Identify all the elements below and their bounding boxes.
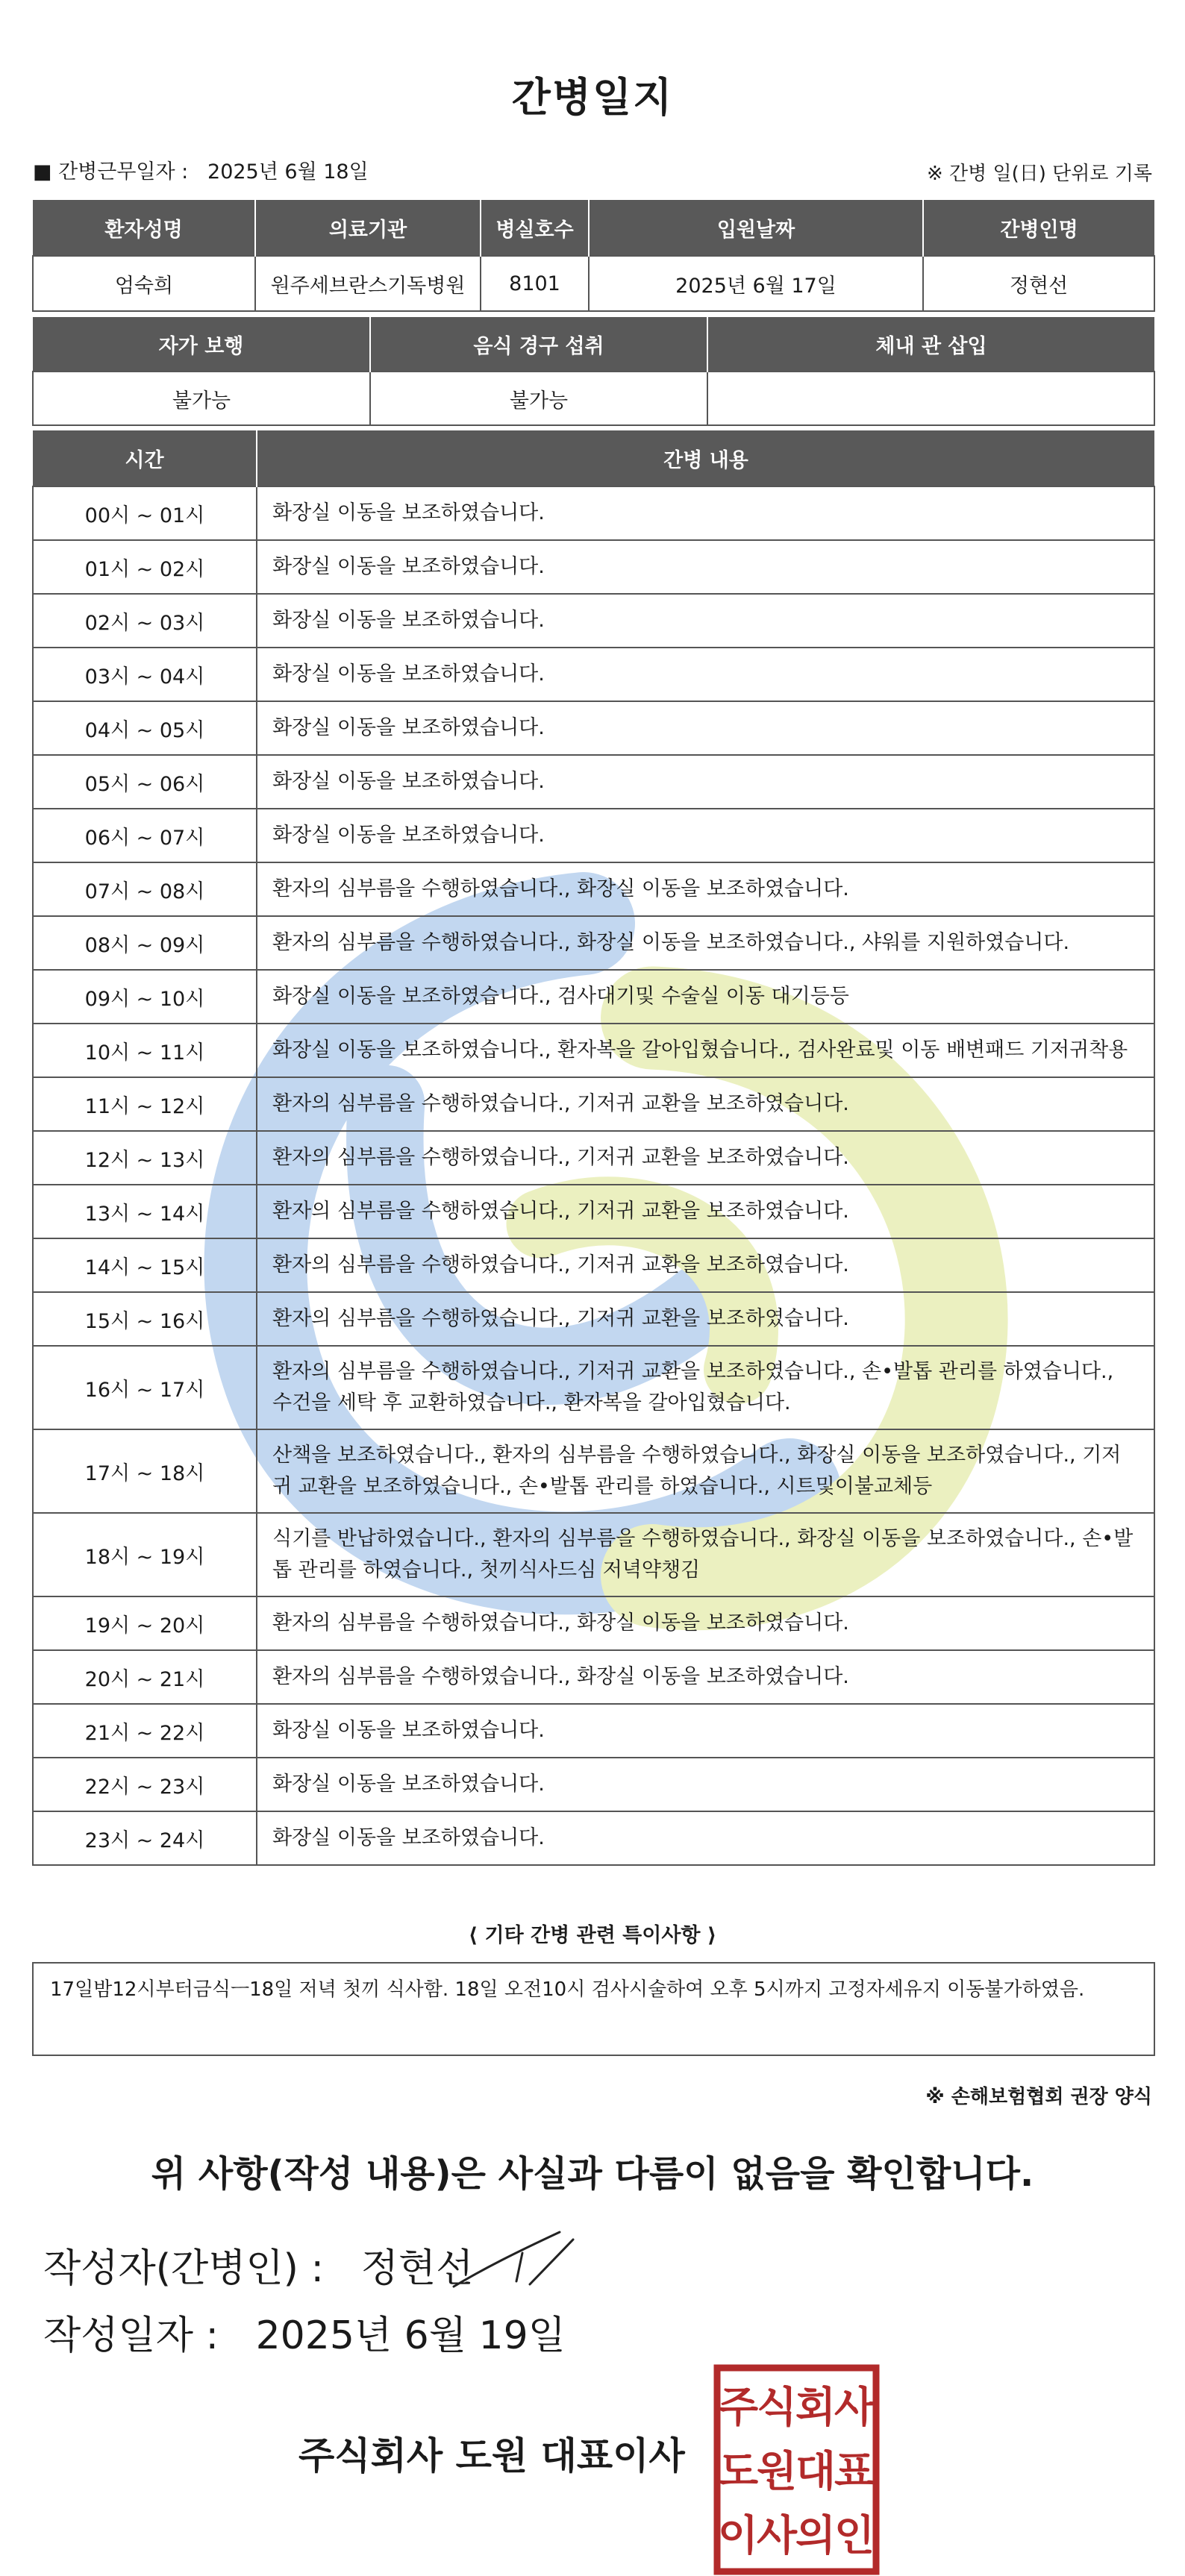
hospital-name: 원주세브란스기독병원 [255,256,481,311]
care-log-content: 환자의 심부름을 수행하였습니다., 화장실 이동을 보조하였습니다. [257,1650,1154,1704]
remarks-title: ⟨ 기타 간병 관련 특이사항 ⟩ [468,1924,717,1947]
seal-char: 도 [717,2448,759,2496]
seal-char: 사 [756,2512,798,2560]
header-time: 시간 [33,430,257,486]
care-log-row [33,1596,1154,1650]
care-log-time: 06시 ~ 07시 [33,809,257,862]
seal-char: 대 [795,2448,837,2496]
care-log-content: 화장실 이동을 보조하였습니다. [257,701,1154,755]
care-log-row [33,1758,1154,1811]
care-log-content: 화장실 이동을 보조하였습니다. [257,648,1154,701]
header-patient-name: 환자성명 [33,200,255,256]
care-log-row [33,1650,1154,1704]
header-admission-date: 입원날짜 [589,200,923,256]
care-log-content: 화장실 이동을 보조하였습니다., 환자복을 갈아입혔습니다., 검사완료및 이동 배변패드 기저귀착용 [257,1024,1154,1077]
seal-char: 인 [834,2512,875,2560]
care-log-content: 화장실 이동을 보조하였습니다. [257,540,1154,594]
care-log-time: 16시 ~ 17시 [33,1346,257,1429]
care-log-row [33,1131,1154,1185]
care-log-row [33,1024,1154,1077]
care-log-time: 14시 ~ 15시 [33,1238,257,1292]
care-log-time: 11시 ~ 12시 [33,1077,257,1131]
care-log-content: 화장실 이동을 보조하였습니다. [257,1758,1154,1811]
care-log-content: 환자의 심부름을 수행하였습니다., 기저귀 교환을 보조하였습니다. [257,1077,1154,1131]
care-log-row [33,1513,1154,1596]
header-caregiver: 간병인명 [923,200,1154,256]
care-log-time: 22시 ~ 23시 [33,1758,257,1811]
tube-status [707,372,1154,425]
care-log-row [33,862,1154,916]
care-log-content: 화장실 이동을 보조하였습니다. [257,809,1154,862]
header-care-content: 간병 내용 [257,430,1154,486]
care-log-content: 환자의 심부름을 수행하였습니다., 화장실 이동을 보조하였습니다. [257,862,1154,916]
care-log-row [33,1077,1154,1131]
seal-char: 이 [717,2512,759,2560]
form-note: ※ 손해보험협회 권장 양식 [925,2086,1152,2108]
admission-date: 2025년 6월 17일 [589,256,923,311]
record-note: ※ 간병 일(日) 단위로 기록 [926,163,1152,185]
write-date-label: 작성일자 : [43,2313,219,2358]
care-log-row [33,486,1154,540]
patient-value-row [33,256,1154,311]
care-log-time: 07시 ~ 08시 [33,862,257,916]
caregiver-name: 정현선 [923,256,1154,311]
care-log-row [33,701,1154,755]
writer-name: 정현선 [360,2246,474,2291]
header-hospital: 의료기관 [255,200,481,256]
header-walking: 자가 보행 [33,317,370,372]
care-log-body [33,430,1154,1865]
care-log-time: 20시 ~ 21시 [33,1650,257,1704]
care-log-time: 21시 ~ 22시 [33,1704,257,1758]
seal-char: 회 [795,2384,837,2432]
care-log-row [33,916,1154,970]
seal-characters [718,2384,875,2560]
care-log-row [33,755,1154,809]
care-log-time: 10시 ~ 11시 [33,1024,257,1077]
care-log-content: 환자의 심부름을 수행하였습니다., 화장실 이동을 보조하였습니다., 샤워를 지원하였습니다. [257,916,1154,970]
company-representative: 주식회사 도원 대표이사 [298,2434,685,2478]
care-log-time: 05시 ~ 06시 [33,755,257,809]
care-log-content: 환자의 심부름을 수행하였습니다., 기저귀 교환을 보조하였습니다. [257,1292,1154,1346]
care-log-content: 화장실 이동을 보조하였습니다. [257,1704,1154,1758]
care-log-content: 화장실 이동을 보조하였습니다., 검사대기및 수술실 이동 대기등등 [257,970,1154,1024]
remarks-box [32,1962,1155,2056]
write-date-value: 2025년 6월 19일 [255,2313,566,2358]
seal-char: 의 [795,2512,837,2560]
care-log-row [33,1292,1154,1346]
signature [448,2223,582,2298]
header-room: 병실호수 [481,200,589,256]
care-log-content: 환자의 심부름을 수행하였습니다., 기저귀 교환을 보조하였습니다. [257,1238,1154,1292]
care-log-row [33,1429,1154,1513]
care-log-content: 화장실 이동을 보조하였습니다. [257,1811,1154,1865]
care-log-row [33,1704,1154,1758]
care-log-time: 15시 ~ 16시 [33,1292,257,1346]
writer-line [43,2237,473,2293]
care-log-content: 환자의 심부름을 수행하였습니다., 화장실 이동을 보조하였습니다. [257,1596,1154,1650]
company-seal [713,2363,881,2576]
care-log-time: 19시 ~ 20시 [33,1596,257,1650]
care-log-content: 산책을 보조하였습니다., 환자의 심부름을 수행하였습니다., 화장실 이동을 보조하였습니다., 기저귀 교환을 보조하였습니다., 손•발톱 관리를 하였습니다., 시트및이불교체등 [257,1429,1154,1513]
duty-date-label: ■ 간병근무일자 : [33,160,189,184]
oral-intake-status: 불가능 [370,372,707,425]
write-date-line [43,2304,566,2360]
patient-header-row [33,200,1154,256]
care-log-time: 03시 ~ 04시 [33,648,257,701]
care-log-row [33,1185,1154,1238]
seal-char: 사 [834,2384,875,2432]
care-log-time: 13시 ~ 14시 [33,1185,257,1238]
care-log-time: 08시 ~ 09시 [33,916,257,970]
room-number: 8101 [481,256,589,311]
care-log-row [33,594,1154,648]
care-log-row [33,1811,1154,1865]
care-log-time: 12시 ~ 13시 [33,1131,257,1185]
care-log-content: 식기를 반납하였습니다., 환자의 심부름을 수행하였습니다., 화장실 이동을 보조하였습니다., 손•발톱 관리를 하였습니다., 첫끼식사드심 저녁약챙김 [257,1513,1154,1596]
patient-info-table [32,200,1155,312]
remarks-text: 17일밤12시부터금식ㅡ18일 저녁 첫끼 식사함. 18일 오전10시 검사시술하여 오후 5시까지 고정자세유지 이동불가하였음. [50,1978,1085,2001]
care-log-row [33,540,1154,594]
care-log-header-row [33,430,1154,486]
confirmation-statement: 위 사항(작성 내용)은 사실과 다름이 없음을 확인합니다. [151,2153,1034,2195]
walking-status: 불가능 [33,372,370,425]
status-value-row [33,372,1154,425]
care-log-content: 화장실 이동을 보조하였습니다. [257,486,1154,540]
care-log-row [33,648,1154,701]
header-tube: 체내 관 삽입 [707,317,1154,372]
seal-char: 식 [756,2384,798,2432]
patient-status-table [32,317,1155,426]
care-log-content: 화장실 이동을 보조하였습니다. [257,594,1154,648]
care-log-content: 환자의 심부름을 수행하였습니다., 기저귀 교환을 보조하였습니다., 손•발톱 관리를 하였습니다., 수건을 세탁 후 교환하였습니다., 환자복을 갈아입혔습니다. [257,1346,1154,1429]
care-log-time: 04시 ~ 05시 [33,701,257,755]
status-header-row [33,317,1154,372]
care-log-time: 17시 ~ 18시 [33,1429,257,1513]
care-log-time: 18시 ~ 19시 [33,1513,257,1596]
header-oral-intake: 음식 경구 섭취 [370,317,707,372]
care-log-time: 02시 ~ 03시 [33,594,257,648]
care-log-table [32,430,1155,1866]
care-log-row [33,1238,1154,1292]
writer-label: 작성자(간병인) : [43,2246,325,2291]
seal-char: 표 [834,2448,875,2496]
seal-char: 주 [717,2384,759,2432]
duty-date [33,155,369,184]
care-log-row [33,970,1154,1024]
document-title: 간병일지 [511,74,674,121]
duty-date-value: 2025년 6월 18일 [207,160,369,184]
patient-name: 엄숙희 [33,256,255,311]
care-log-time: 01시 ~ 02시 [33,540,257,594]
care-log-time: 00시 ~ 01시 [33,486,257,540]
care-log-time: 09시 ~ 10시 [33,970,257,1024]
care-log-content: 화장실 이동을 보조하였습니다. [257,755,1154,809]
care-log-time: 23시 ~ 24시 [33,1811,257,1865]
care-log-content: 환자의 심부름을 수행하였습니다., 기저귀 교환을 보조하였습니다. [257,1131,1154,1185]
seal-char: 원 [756,2448,798,2496]
care-log-row [33,1346,1154,1429]
care-log-row [33,809,1154,862]
care-log-content: 환자의 심부름을 수행하였습니다., 기저귀 교환을 보조하였습니다. [257,1185,1154,1238]
